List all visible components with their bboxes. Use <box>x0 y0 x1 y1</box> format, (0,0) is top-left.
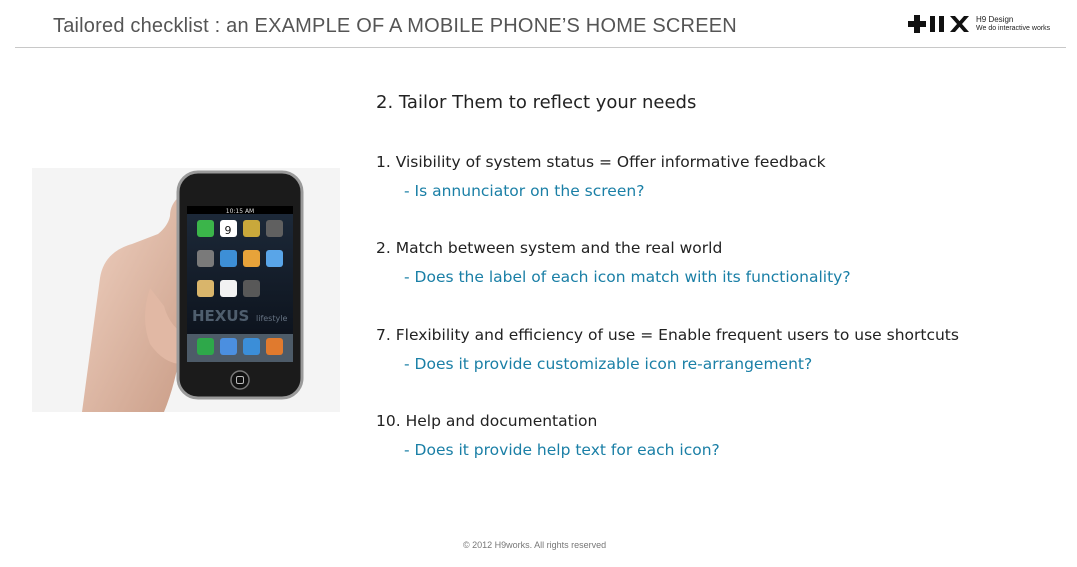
copyright-footer: © 2012 H9works. All rights reserved <box>463 540 607 550</box>
principle-10: 10. Help and documentation <box>376 412 598 430</box>
title-divider <box>15 47 1066 48</box>
logo-tagline: We do interactive works <box>976 25 1051 32</box>
principle-2: 2. Match between system and the real world <box>376 239 723 257</box>
home-button <box>231 371 249 389</box>
question-1: - Is annunciator on the screen? <box>404 182 645 200</box>
status-time: 10:15 AM <box>225 208 255 215</box>
watermark-suffix: lifestyle <box>256 314 288 323</box>
slide-title: Tailored checklist : an EXAMPLE OF A MOBILE PHONE’S HOME SCREEN <box>53 15 737 37</box>
phone-in-hand-image <box>32 168 340 412</box>
question-10: - Does it provide help text for each icon? <box>404 441 720 459</box>
principle-7: 7. Flexibility and efficiency of use = Enable frequent users to use shortcuts <box>376 326 959 344</box>
section-heading: 2. Tailor Them to reflect your needs <box>376 92 697 113</box>
h9-logo <box>906 13 1066 39</box>
watermark-brand: HEXUS <box>192 307 250 325</box>
calendar-day: 9 <box>224 224 232 237</box>
principle-1: 1. Visibility of system status = Offer informative feedback <box>376 153 826 171</box>
question-2: - Does the label of each icon match with its functionality? <box>404 268 851 286</box>
h9-logo-mark <box>906 13 970 37</box>
question-7: - Does it provide customizable icon re-arrangement? <box>404 355 813 373</box>
logo-company-name: H9 Design <box>976 15 1014 24</box>
